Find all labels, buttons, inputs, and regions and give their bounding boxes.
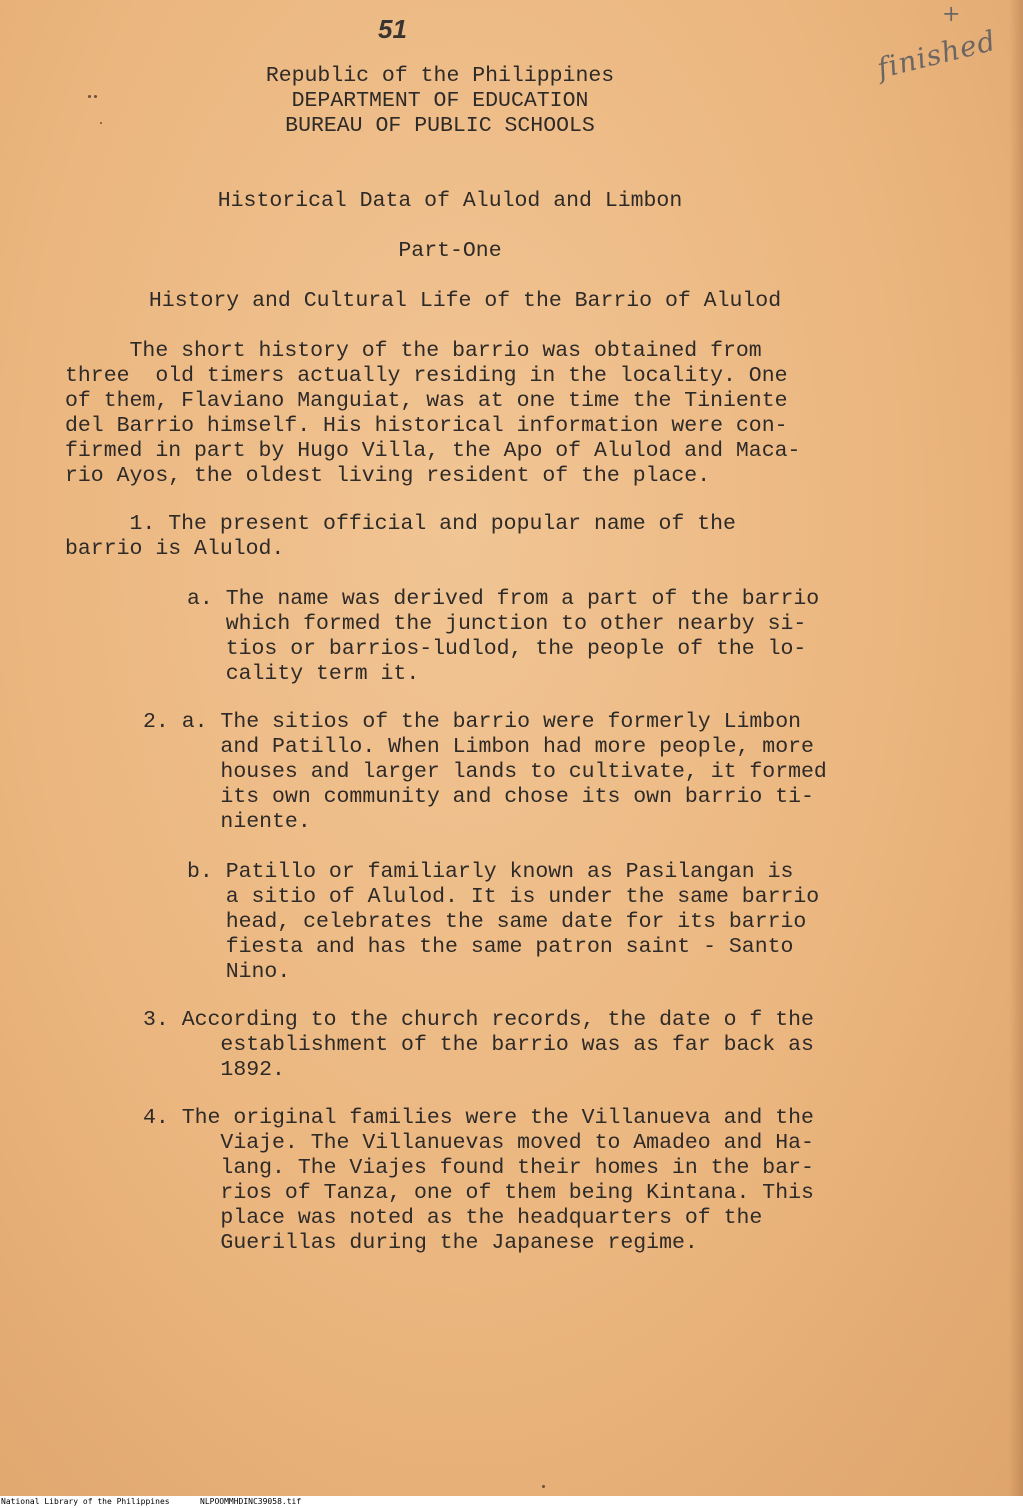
text-line: head, celebrates the same date for its barrio: [187, 910, 807, 934]
text-line: b. Patillo or familiarly known as Pasilangan is: [187, 860, 794, 884]
text-line: Nino.: [187, 960, 291, 984]
text-line: Viaje. The Villanuevas moved to Amadeo and Ha-: [143, 1131, 814, 1155]
part-heading: Part-One: [398, 239, 502, 263]
text-line: place was noted as the headquarters of the: [143, 1206, 763, 1230]
ink-speck: [94, 95, 97, 98]
handwritten-annotation: [870, 2, 1020, 100]
ink-speck: [542, 1485, 545, 1488]
text-line: del Barrio himself. His historical information were con-: [65, 414, 788, 438]
page-number: 51: [378, 14, 407, 44]
annotation-mark: +: [942, 2, 961, 27]
text-line: cality term it.: [187, 662, 420, 686]
header-republic: Republic of the Philippines: [265, 64, 615, 88]
text-line: firmed in part by Hugo Villa, the Apo of Alulod and Maca-: [65, 439, 801, 463]
text-line: establishment of the barrio was as far back as: [143, 1033, 814, 1057]
text-line: The short history of the barrio was obtained from: [65, 339, 762, 363]
text-line: Guerillas during the Japanese regime.: [143, 1231, 698, 1255]
header-bureau: BUREAU OF PUBLIC SCHOOLS: [285, 114, 595, 138]
text-line: houses and larger lands to cultivate, it formed: [143, 760, 827, 784]
section-subtitle: History and Cultural Life of the Barrio of Alulod: [148, 289, 782, 313]
footer-filename: NLPOOMMHDINC39058.tif: [200, 1497, 302, 1506]
text-line: a. The name was derived from a part of the barrio: [187, 587, 820, 611]
text-line: its own community and chose its own barrio ti-: [143, 785, 814, 809]
text-line: rios of Tanza, one of them being Kintana. This: [143, 1181, 814, 1205]
scan-footer: [0, 1496, 1023, 1508]
annotation-text: finished: [873, 23, 1000, 86]
text-line: which formed the junction to other nearby si-: [187, 612, 807, 636]
text-line: of them, Flaviano Manguiat, was at one time the Tiniente: [65, 389, 788, 413]
header-department: DEPARTMENT OF EDUCATION: [291, 89, 589, 113]
text-line: three old timers actually residing in the locality. One: [65, 364, 788, 388]
text-line: 2. a. The sitios of the barrio were formerly Limbon: [143, 710, 802, 734]
text-line: 4. The original families were the Villanueva and the: [143, 1106, 814, 1130]
text-line: and Patillo. When Limbon had more people, more: [143, 735, 814, 759]
document-title: Historical Data of Alulod and Limbon: [217, 189, 683, 213]
footer-library: National Library of the Philippines: [1, 1497, 170, 1506]
text-line: niente.: [143, 810, 311, 834]
text-line: lang. The Viajes found their homes in the bar-: [143, 1156, 814, 1180]
text-line: fiesta and has the same patron saint - Santo: [187, 935, 794, 959]
ink-speck: [100, 122, 102, 124]
text-line: tios or barrios-ludlod, the people of the lo-: [187, 637, 807, 661]
text-line: a sitio of Alulod. It is under the same barrio: [187, 885, 820, 909]
text-line: barrio is Alulod.: [65, 537, 285, 561]
text-line: rio Ayos, the oldest living resident of the place.: [65, 464, 711, 488]
text-line: 1892.: [143, 1058, 285, 1082]
text-line: 1. The present official and popular name of the: [65, 512, 736, 536]
ink-speck: [88, 95, 91, 98]
text-line: 3. According to the church records, the date o f the: [143, 1008, 814, 1032]
